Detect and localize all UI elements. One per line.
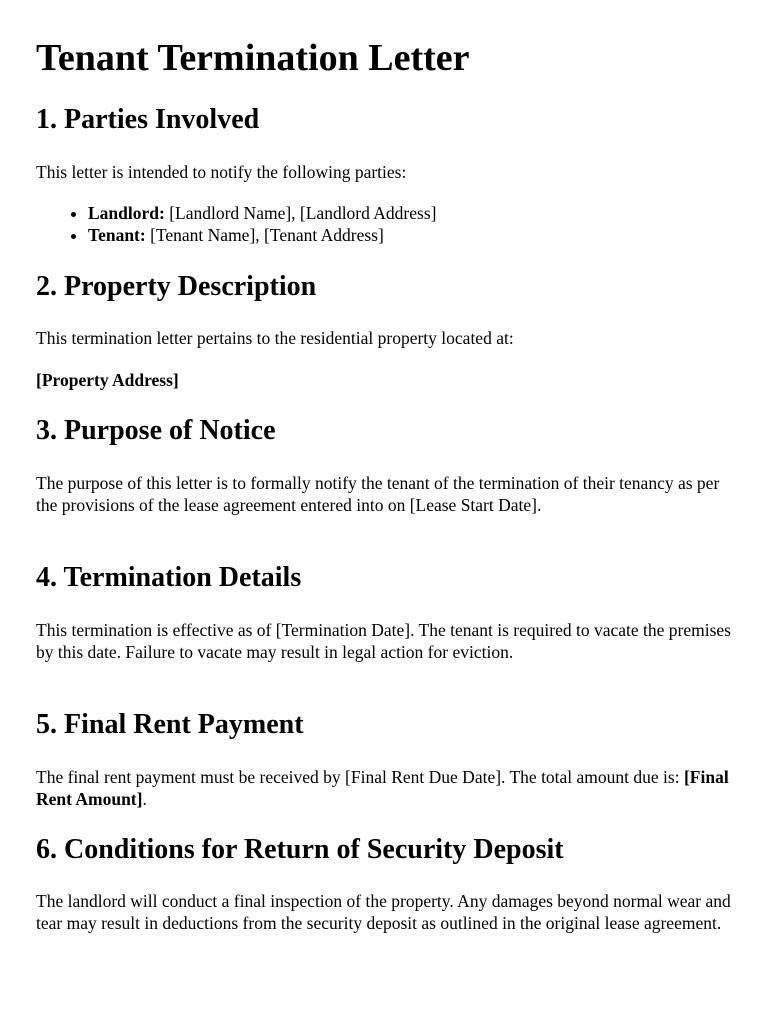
section-heading-security-deposit: 6. Conditions for Return of Security Deposit xyxy=(36,834,564,865)
tenant-value: [Tenant Name], [Tenant Address] xyxy=(145,225,384,245)
property-text: This termination letter pertains to the residential property located at: xyxy=(36,328,514,348)
property-address xyxy=(36,369,179,391)
section-heading-termination: 4. Termination Details xyxy=(36,562,302,593)
list-item-tenant xyxy=(88,224,436,246)
property-address-value: [Property Address] xyxy=(36,370,179,390)
landlord-label: Landlord: xyxy=(88,203,165,223)
document-title: Tenant Termination Letter xyxy=(36,37,470,79)
section-heading-purpose: 3. Purpose of Notice xyxy=(36,415,276,446)
final-rent-amount: [Final Rent Amount] xyxy=(36,767,729,809)
section-heading-parties: 1. Parties Involved xyxy=(36,104,260,135)
list-item-landlord xyxy=(88,202,436,224)
section-heading-final-rent: 5. Final Rent Payment xyxy=(36,709,304,740)
final-rent-text xyxy=(36,766,734,810)
purpose-text: The purpose of this letter is to formally notify the tenant of the termination of their tenancy as per the provisions of the lease agreement entered into on [Lease Start Date]. xyxy=(36,473,720,515)
section-heading-property: 2. Property Description xyxy=(36,271,317,302)
landlord-value: [Landlord Name], [Landlord Address] xyxy=(164,203,437,223)
parties-intro: This letter is intended to notify the following parties: xyxy=(36,162,407,182)
termination-text: This termination is effective as of [Termination Date]. The tenant is required to vacate the premises by this date. Failure to vacate may result in legal action for eviction. xyxy=(36,620,731,662)
tenant-label: Tenant: xyxy=(88,225,146,245)
parties-list xyxy=(36,202,436,246)
final-rent-period: . xyxy=(142,789,147,809)
security-deposit-text: The landlord will conduct a final inspection of the property. Any damages beyond normal wear and tear may result in deductions from the security deposit as outlined in the original lease agreement. xyxy=(36,891,731,933)
final-rent-sentence: The final rent payment must be received by [Final Rent Due Date]. The total amount due is: xyxy=(36,767,684,787)
